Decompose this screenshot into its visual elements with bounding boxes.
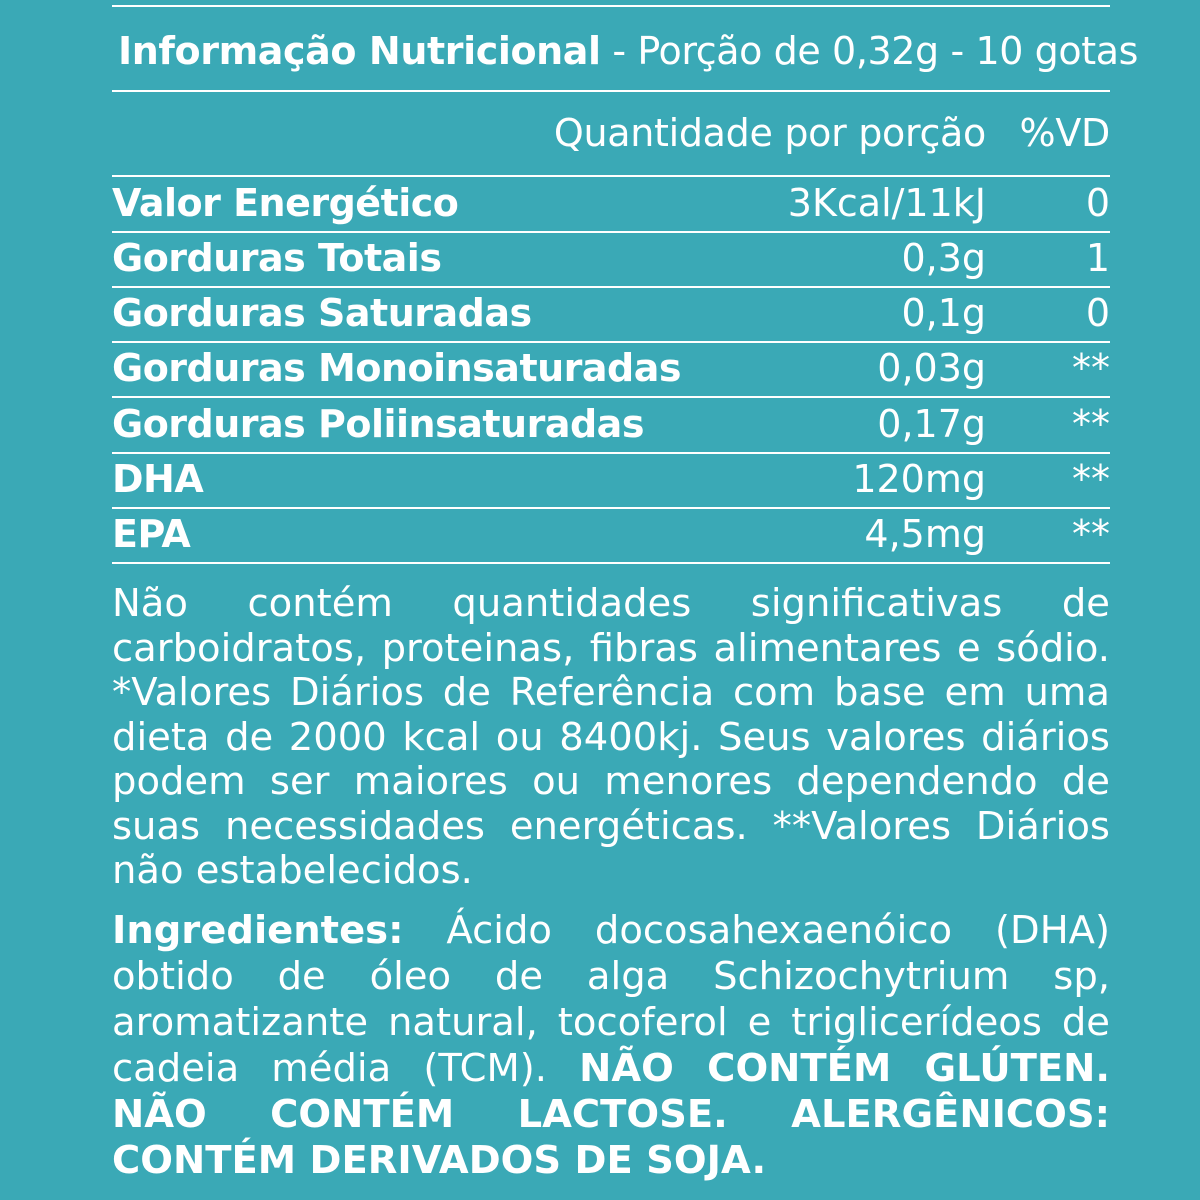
row-daily-value: ** <box>1072 457 1110 501</box>
table-row <box>112 452 1110 507</box>
table-row <box>112 397 1110 452</box>
row-quantity: 4,5mg <box>864 512 986 556</box>
divider-bottom <box>112 562 1110 564</box>
divider-top <box>112 5 1110 7</box>
row-name: Valor Energético <box>112 181 459 225</box>
row-daily-value: 0 <box>1085 181 1110 225</box>
table-row <box>112 231 1110 286</box>
row-quantity: 0,03g <box>877 346 986 390</box>
ingredients <box>112 908 1110 1184</box>
row-name: Gorduras Saturadas <box>112 291 532 335</box>
row-quantity: 120mg <box>852 457 986 501</box>
table-row <box>112 507 1110 562</box>
divider-header <box>112 90 1110 92</box>
row-name: Gorduras Monoinsaturadas <box>112 346 682 390</box>
column-daily-value: %VD <box>1019 111 1110 155</box>
table-row <box>112 341 1110 396</box>
footnote: Não contém quantidades significativas de carboidratos, proteinas, fibras alimentares e sódio. *Valores Diários de Referência com base em uma dieta de 2000 kcal ou 8400kj. Seus valores diários podem ser maiores ou menores dependendo de suas necessidades energéticas. **Valores Diários não estabelecidos. <box>112 581 1110 893</box>
ingredients-label: Ingredientes: <box>112 908 404 953</box>
row-name: DHA <box>112 457 204 501</box>
row-daily-value: ** <box>1072 402 1110 446</box>
header-title: Informação Nutricional <box>118 29 601 73</box>
row-quantity: 3Kcal/11kJ <box>787 181 986 225</box>
row-daily-value: 0 <box>1085 291 1110 335</box>
row-name: Gorduras Poliinsaturadas <box>112 402 644 446</box>
table-row <box>112 176 1110 231</box>
row-daily-value: ** <box>1072 346 1110 390</box>
table-row <box>112 286 1110 341</box>
header-serving: - Porção de 0,32g - 10 gotas <box>600 29 1139 73</box>
allergen-warnings: NÃO CONTÉM GLÚTEN. NÃO CONTÉM LACTOSE. ALERGÊNICOS: CONTÉM DERIVADOS DE SOJA. <box>112 1046 1110 1183</box>
row-quantity: 0,1g <box>901 291 986 335</box>
nutrition-label <box>112 0 1139 1200</box>
row-name: Gorduras Totais <box>112 236 442 280</box>
table-header <box>118 26 1139 76</box>
row-quantity: 0,3g <box>901 236 986 280</box>
row-daily-value: 1 <box>1085 236 1110 280</box>
ingredients-text: Ácido docosahexaenóico (DHA) obtido de óleo de alga Schizochytrium sp, aromatizante natural, tocoferol e triglicerídeos de cadeia média (TCM). <box>112 908 1110 1091</box>
row-name: EPA <box>112 512 191 556</box>
row-quantity: 0,17g <box>877 402 986 446</box>
row-daily-value: ** <box>1072 512 1110 556</box>
column-quantity: Quantidade por porção <box>553 111 986 155</box>
